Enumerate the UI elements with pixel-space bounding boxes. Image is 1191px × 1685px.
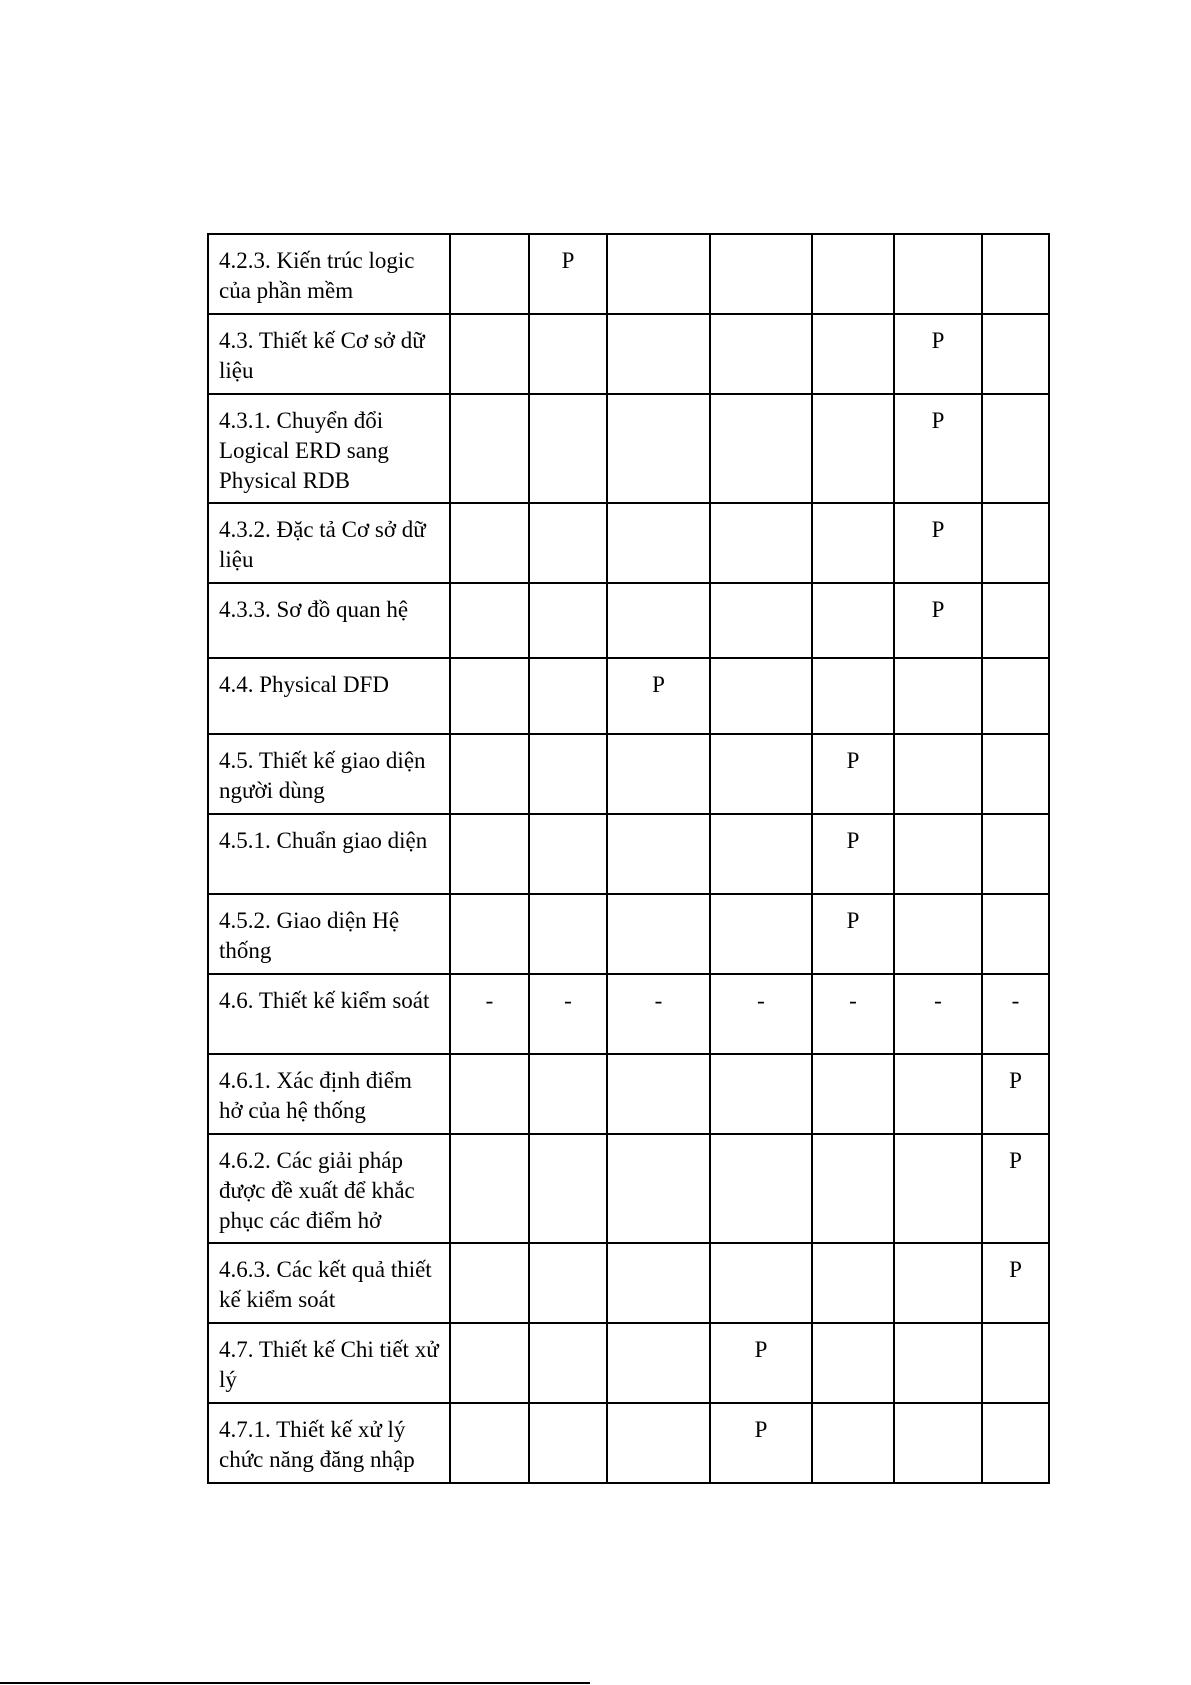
assignment-cell (607, 1403, 710, 1483)
assignment-cell (710, 814, 812, 894)
task-name-cell: 4.6.3. Các kết quả thiết kế kiểm soát (208, 1243, 450, 1323)
assignment-cell (894, 1243, 982, 1323)
assignment-cell: - (982, 974, 1049, 1054)
assignment-cell (812, 503, 894, 583)
assignment-cell: - (812, 974, 894, 1054)
assignment-cell: P (894, 503, 982, 583)
assignment-cell (529, 814, 607, 894)
assignment-cell (450, 1134, 529, 1243)
assignment-cell (982, 234, 1049, 314)
task-name-cell: 4.3.2. Đặc tả Cơ sở dữ liệu (208, 503, 450, 583)
table-row (208, 234, 1049, 314)
task-name-cell: 4.7.1. Thiết kế xử lý chức năng đăng nhập (208, 1403, 450, 1483)
assignment-cell (529, 583, 607, 658)
assignment-cell (982, 734, 1049, 814)
task-name-cell: 4.3.3. Sơ đồ quan hệ (208, 583, 450, 658)
assignment-cell (710, 314, 812, 394)
assignment-cell: - (710, 974, 812, 1054)
assignment-cell (529, 1323, 607, 1403)
assignment-cell (450, 583, 529, 658)
assignment-cell (529, 1134, 607, 1243)
assignment-cell: P (607, 658, 710, 734)
assignment-cell (450, 503, 529, 583)
assignment-cell (607, 894, 710, 974)
assignment-cell (607, 1323, 710, 1403)
assignment-cell (710, 734, 812, 814)
assignment-cell (607, 394, 710, 503)
assignment-cell (607, 234, 710, 314)
assignment-cell (710, 1134, 812, 1243)
assignment-cell: - (529, 974, 607, 1054)
assignment-cell (607, 734, 710, 814)
assignment-cell (710, 583, 812, 658)
task-name-cell: 4.2.3. Kiến trúc logic của phần mềm (208, 234, 450, 314)
assignment-cell (450, 1243, 529, 1323)
assignment-cell (812, 658, 894, 734)
assignment-cell (812, 1323, 894, 1403)
table-row (208, 394, 1049, 503)
table-row (208, 583, 1049, 658)
assignment-cell: P (812, 814, 894, 894)
assignment-cell (894, 734, 982, 814)
assignment-cell (607, 1054, 710, 1134)
assignment-cell (529, 734, 607, 814)
assignment-cell (450, 658, 529, 734)
assignment-cell (710, 394, 812, 503)
assignment-cell (529, 394, 607, 503)
task-name-cell: 4.5. Thiết kế giao diện người dùng (208, 734, 450, 814)
task-name-cell: 4.6. Thiết kế kiểm soát (208, 974, 450, 1054)
assignment-cell (812, 314, 894, 394)
table-row (208, 1054, 1049, 1134)
assignment-cell (812, 394, 894, 503)
assignment-cell (982, 894, 1049, 974)
assignment-cell (450, 1323, 529, 1403)
assignment-cell: P (894, 314, 982, 394)
assignment-cell (894, 1403, 982, 1483)
assignment-cell: P (812, 894, 894, 974)
footer-rule (0, 1682, 590, 1684)
assignment-cell (710, 658, 812, 734)
assignment-cell (812, 1403, 894, 1483)
assignment-cell (450, 894, 529, 974)
table-row (208, 658, 1049, 734)
assignment-cell (812, 234, 894, 314)
table-row (208, 734, 1049, 814)
assignment-cell (982, 658, 1049, 734)
task-name-cell: 4.4. Physical DFD (208, 658, 450, 734)
assignment-cell (529, 314, 607, 394)
assignment-cell (982, 1323, 1049, 1403)
task-name-cell: 4.6.2. Các giải pháp được đề xuất để khắc phục các điểm hở (208, 1134, 450, 1243)
assignment-cell: P (982, 1134, 1049, 1243)
assignment-cell (450, 1403, 529, 1483)
assignment-cell (607, 814, 710, 894)
assignment-cell (894, 814, 982, 894)
task-name-cell: 4.6.1. Xác định điểm hở của hệ thống (208, 1054, 450, 1134)
assignment-cell: P (894, 394, 982, 503)
assignment-cell: P (894, 583, 982, 658)
assignment-cell (982, 1403, 1049, 1483)
assignment-cell (607, 1134, 710, 1243)
table-row (208, 894, 1049, 974)
assignment-cell (710, 234, 812, 314)
assignment-cell: - (607, 974, 710, 1054)
table-row (208, 1134, 1049, 1243)
assignment-cell (450, 814, 529, 894)
task-assignment-table (207, 233, 1050, 1484)
assignment-cell (450, 394, 529, 503)
assignment-cell (450, 234, 529, 314)
assignment-cell: - (894, 974, 982, 1054)
assignment-cell (529, 503, 607, 583)
assignment-cell (450, 1054, 529, 1134)
assignment-cell: - (450, 974, 529, 1054)
table-row (208, 314, 1049, 394)
assignment-cell (812, 583, 894, 658)
assignment-cell (710, 503, 812, 583)
task-name-cell: 4.7. Thiết kế Chi tiết xử lý (208, 1323, 450, 1403)
assignment-cell (710, 894, 812, 974)
assignment-cell (529, 1243, 607, 1323)
assignment-cell (529, 658, 607, 734)
assignment-cell (982, 583, 1049, 658)
assignment-cell (894, 1134, 982, 1243)
assignment-cell (812, 1243, 894, 1323)
assignment-cell: P (982, 1243, 1049, 1323)
assignment-cell (894, 1323, 982, 1403)
assignment-cell (607, 503, 710, 583)
assignment-cell (450, 734, 529, 814)
task-name-cell: 4.3.1. Chuyển đổi Logical ERD sang Physical RDB (208, 394, 450, 503)
assignment-cell (894, 234, 982, 314)
assignment-cell (710, 1243, 812, 1323)
assignment-cell: P (710, 1403, 812, 1483)
table-row (208, 974, 1049, 1054)
table-row (208, 1323, 1049, 1403)
assignment-cell: P (982, 1054, 1049, 1134)
assignment-cell (529, 1054, 607, 1134)
table-row (208, 1243, 1049, 1323)
assignment-cell (812, 1134, 894, 1243)
assignment-cell (812, 1054, 894, 1134)
task-name-cell: 4.5.1. Chuẩn giao diện (208, 814, 450, 894)
assignment-cell (894, 1054, 982, 1134)
assignment-cell (982, 814, 1049, 894)
assignment-cell: P (812, 734, 894, 814)
table-row (208, 1403, 1049, 1483)
assignment-cell (982, 503, 1049, 583)
assignment-cell (982, 314, 1049, 394)
assignment-cell (450, 314, 529, 394)
assignment-cell (529, 894, 607, 974)
task-name-cell: 4.5.2. Giao diện Hệ thống (208, 894, 450, 974)
assignment-cell (982, 394, 1049, 503)
assignment-cell (529, 1403, 607, 1483)
assignment-cell (607, 1243, 710, 1323)
table-row (208, 503, 1049, 583)
table-row (208, 814, 1049, 894)
assignment-cell (894, 658, 982, 734)
assignment-cell (607, 314, 710, 394)
assignment-cell (607, 583, 710, 658)
task-name-cell: 4.3. Thiết kế Cơ sở dữ liệu (208, 314, 450, 394)
assignment-cell (894, 894, 982, 974)
table-body (208, 234, 1049, 1483)
assignment-cell: P (710, 1323, 812, 1403)
assignment-cell (710, 1054, 812, 1134)
assignment-cell: P (529, 234, 607, 314)
